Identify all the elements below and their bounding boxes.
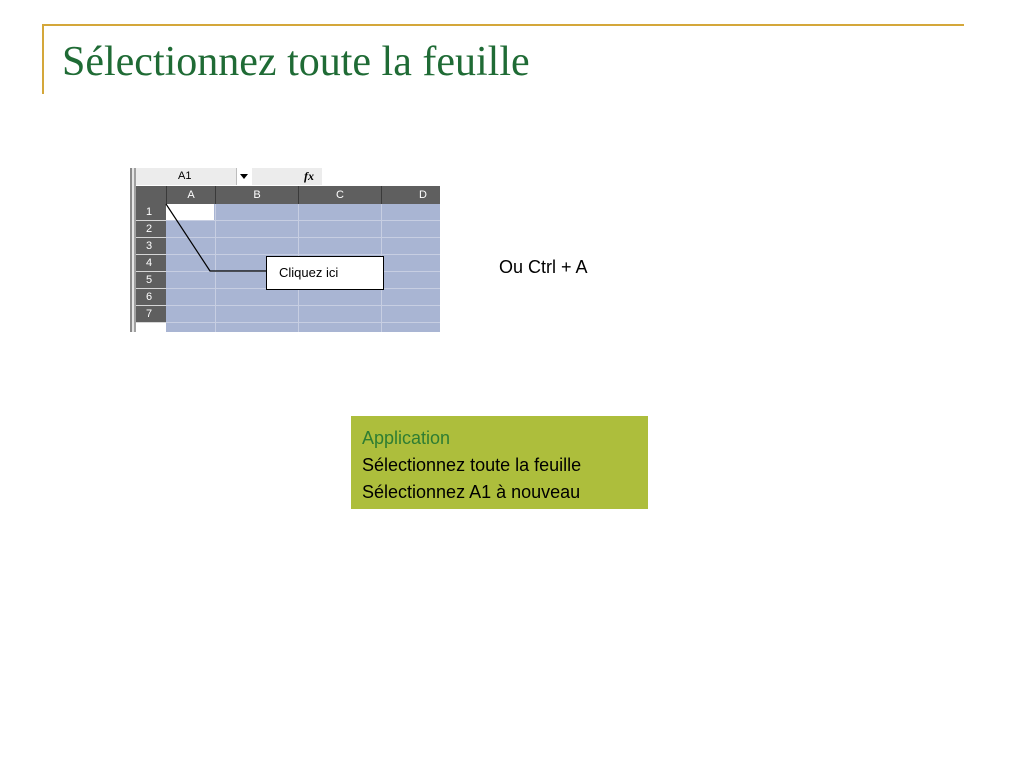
row-header-3[interactable]: 3	[136, 238, 166, 255]
application-box	[351, 416, 648, 509]
column-header-a[interactable]: A	[167, 186, 216, 204]
row-header-7[interactable]: 7	[136, 306, 166, 323]
application-heading: Application	[362, 428, 451, 448]
row-header-2[interactable]: 2	[136, 221, 166, 238]
column-header-b[interactable]: B	[216, 186, 299, 204]
callout-pointer	[130, 168, 440, 332]
column-header-d[interactable]: D	[382, 186, 440, 204]
row-header-6[interactable]: 6	[136, 289, 166, 306]
function-icon[interactable]: fx	[304, 169, 314, 183]
row-header-5[interactable]: 5	[136, 272, 166, 289]
row-header-1[interactable]: 1	[136, 204, 166, 221]
keyboard-shortcut-note: Ou Ctrl + A	[499, 257, 588, 277]
row-header-4[interactable]: 4	[136, 255, 166, 272]
slide-title: Sélectionnez toute la feuille	[62, 39, 530, 85]
column-header-c[interactable]: C	[299, 186, 382, 204]
callout-box	[266, 256, 384, 290]
callout-label: Cliquez ici	[279, 265, 339, 280]
slide-top-rule	[42, 24, 964, 26]
slide-left-rule	[42, 24, 44, 94]
application-line-2: Sélectionnez A1 à nouveau	[362, 482, 581, 502]
application-line-1: Sélectionnez toute la feuille	[362, 455, 582, 475]
name-box-value: A1	[178, 170, 192, 182]
spreadsheet-screenshot	[130, 168, 440, 332]
